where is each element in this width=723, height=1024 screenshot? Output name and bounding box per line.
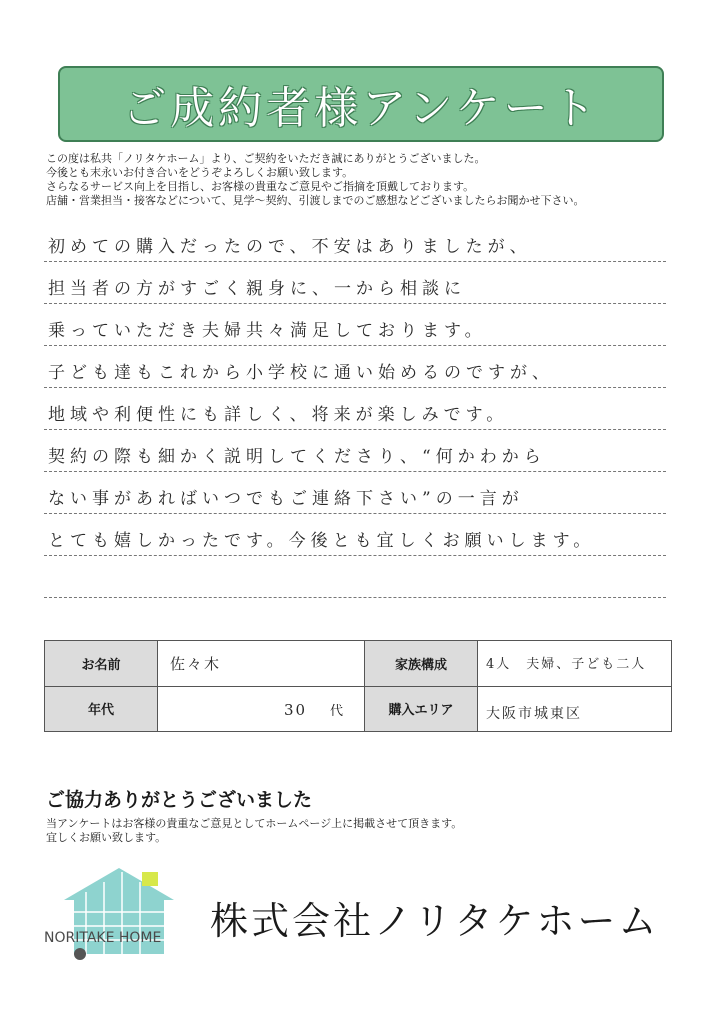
area-value-cell: [478, 686, 672, 732]
name-value-cell: [158, 641, 365, 687]
table-row: [45, 641, 672, 687]
age-value: 30: [284, 700, 308, 719]
comment-line: [44, 472, 666, 514]
comment-text: 子ども達もこれから小学校に通い始めるのですが、: [48, 363, 554, 383]
family-value: 4人 夫婦、子ども二人: [486, 657, 647, 672]
company-name: 株式会社ノリタケホーム: [210, 899, 660, 943]
intro-line: 店舗・営業担当・接客などについて、見学～契約、引渡しまでのご感想などございましたらお聞かせ下さい。: [46, 194, 585, 207]
comment-text: 担当者の方がすごく親身に、一から相談に: [48, 279, 466, 299]
thanks-heading: ご協力ありがとうございました: [46, 789, 313, 811]
house-puzzle-icon: [44, 862, 194, 962]
intro-line: この度は私共「ノリタケホーム」より、ご契約をいただき誠にありがとうございました。: [46, 152, 486, 165]
comment-line: [44, 514, 666, 556]
comment-text: 初めての購入だったので、不安はありましたが、: [48, 237, 532, 257]
comment-line: [44, 220, 666, 262]
age-value-cell: [158, 686, 365, 732]
age-unit: 代: [330, 703, 344, 719]
family-label: 家族構成: [365, 641, 478, 687]
comment-text: 乗っていただき夫婦共々満足しております。: [48, 321, 487, 341]
comment-line: [44, 346, 666, 388]
note-line: 当アンケートはお客様の貴重なご意見としてホームページ上に掲載させて頂きます。: [46, 817, 463, 830]
area-value: 大阪市城東区: [486, 705, 582, 722]
intro-line: さらなるサービス向上を目指し、お客様の貴重なご意見やご指摘を頂戴しております。: [46, 180, 475, 193]
comment-line: [44, 556, 666, 598]
publication-note: [46, 817, 462, 845]
comment-area: [44, 220, 666, 598]
table-row: [45, 686, 672, 732]
customer-info-table: [44, 640, 672, 732]
age-label: 年代: [45, 686, 158, 732]
intro-text: [46, 152, 686, 208]
company-logo: [44, 862, 194, 962]
name-label: お名前: [45, 641, 158, 687]
family-value-cell: [478, 641, 672, 687]
title-banner: [58, 66, 664, 142]
comment-line: [44, 388, 666, 430]
note-line: 宜しくお願い致します。: [46, 831, 167, 844]
area-label: 購入エリア: [365, 686, 478, 732]
comment-line: [44, 430, 666, 472]
intro-line: 今後とも末永いお付き合いをどうぞよろしくお願い致します。: [46, 166, 354, 179]
comment-text: 契約の際も細かく説明してくださり、“何かわから: [48, 447, 546, 467]
logo-text: NORITAKE HOME: [44, 930, 162, 946]
comment-line: [44, 262, 666, 304]
page-title: ご成約者様アンケート: [122, 83, 600, 134]
comment-text: とても嬉しかったです。今後とも宜しくお願いします。: [48, 531, 596, 551]
name-value: 佐々木: [170, 655, 222, 673]
comment-text: ない事があればいつでもご連絡下さい”の一言が: [48, 489, 524, 509]
comment-text: 地域や利便性にも詳しく、将来が楽しみです。: [48, 405, 509, 425]
comment-line: [44, 304, 666, 346]
